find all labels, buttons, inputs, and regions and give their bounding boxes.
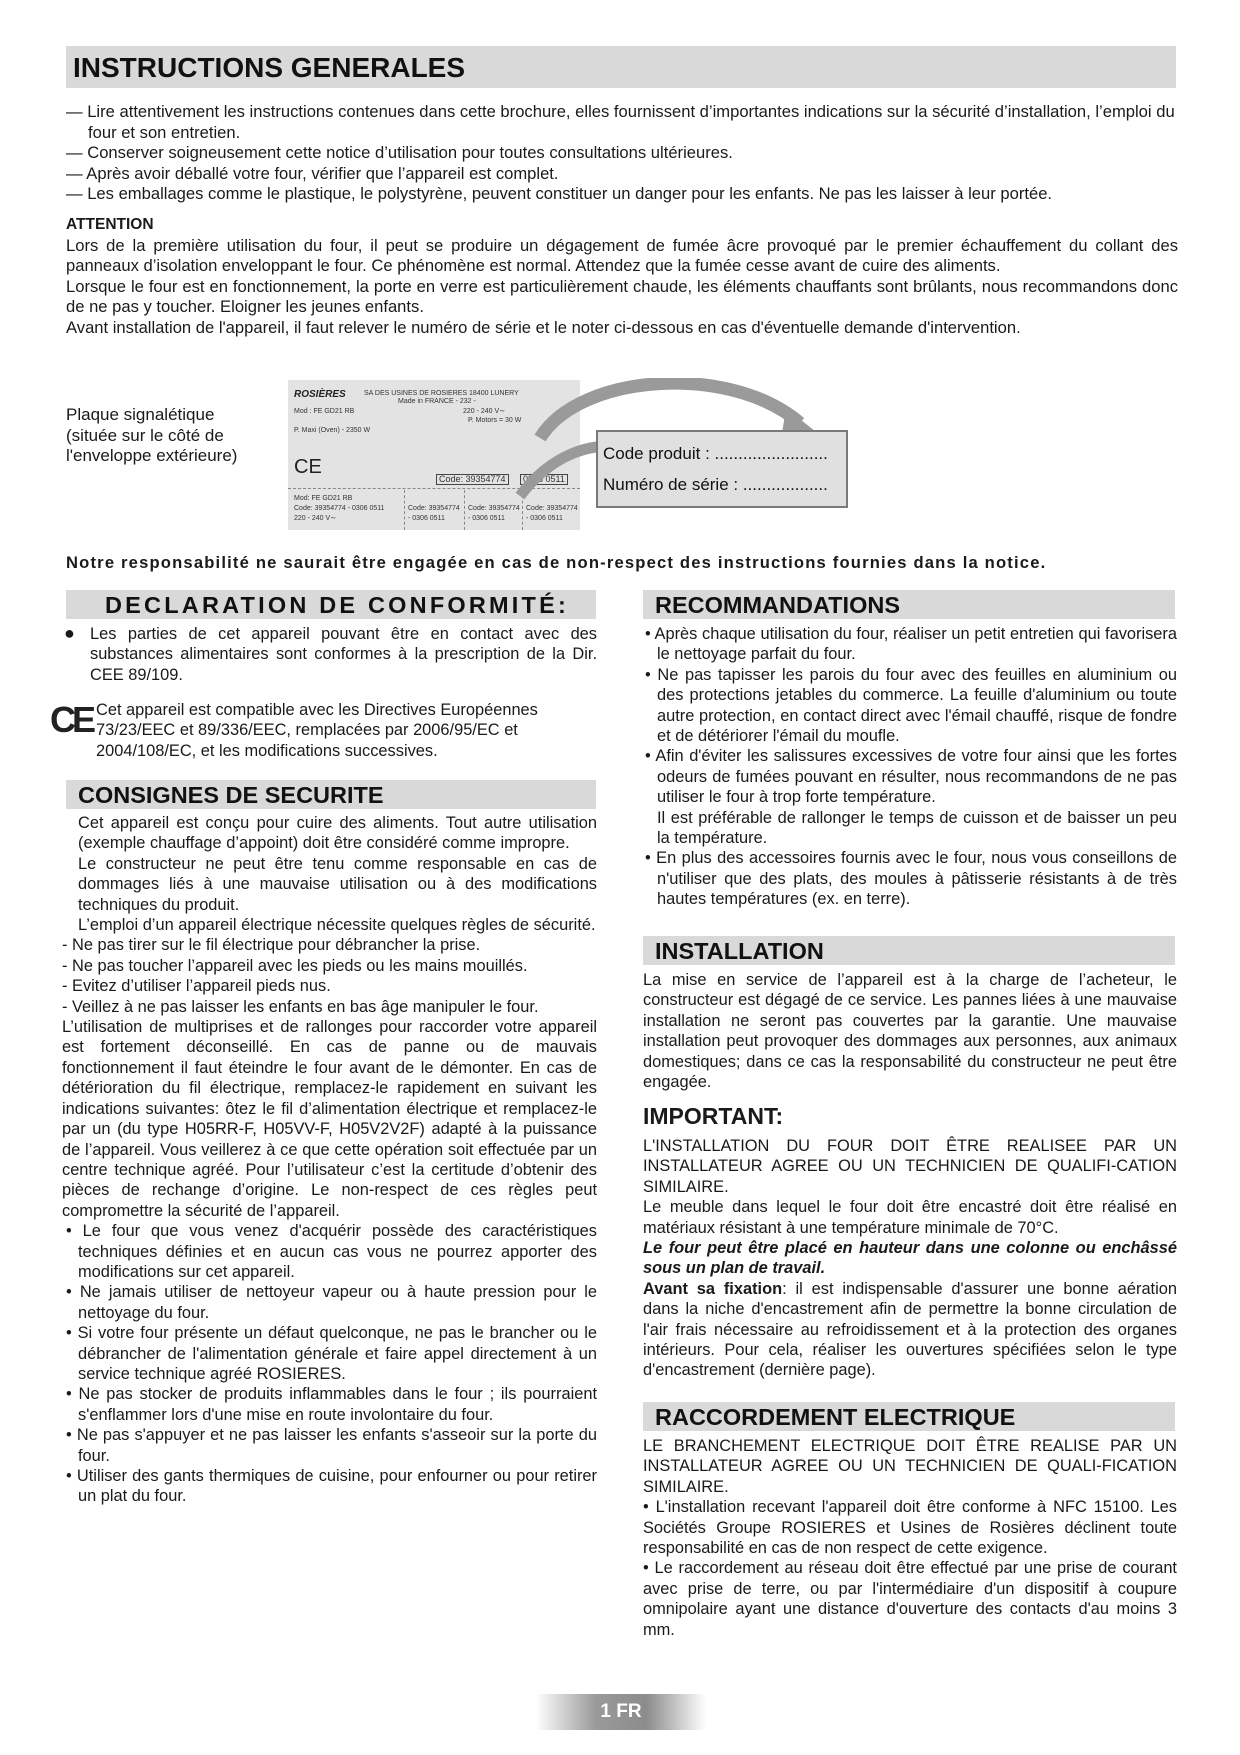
declaration-text: Les parties de cet appareil pouvant être en contact avec des substances alimentaires sont conformes à la prescription de la Dir. CEE 89/109. [90, 625, 597, 684]
page-title: INSTRUCTIONS GENERALES [66, 46, 1176, 88]
attention-paragraph: Avant installation de l'appareil, il faut relever le numéro de série et le noter ci-dessous en cas d'éventuelle demande d'intervention. [66, 317, 1021, 337]
intro-item: — Les emballages comme le plastique, le polystyrène, peuvent constituer un danger pour les enfants. Ne pas les laisser à leur portée. [66, 184, 1053, 204]
attention-paragraph: Lors de la première utilisation du four, il peut se produire un dégagement de fumée âcre provoqué par le premier échauffement du collant des panneaux d’isolation enveloppant le four. Ce phénomène est normal. Attendez que la fumée cesse avant de cuire des aliments. [66, 235, 1178, 276]
numero-serie-field: Numéro de série : .................. [603, 475, 828, 494]
plate-label-line: Plaque signalétique [66, 405, 215, 424]
raccordement-paragraph: • L'installation recevant l'appareil doit être conforme à NFC 15100. Les Sociétés Groupe ROSIERES et Usines de Rosières déclinent toute responsabilité en cas de non respect de cette exigence. [643, 1498, 1177, 1558]
plate-stub-serial: - 0306 0511 [526, 515, 563, 522]
page-number: 1 FR [600, 1701, 642, 1722]
plate-serial: 0306 0511 [520, 474, 568, 485]
important-body [643, 1136, 1177, 1381]
consignes-heading: CONSIGNES DE SECURITE [66, 780, 596, 809]
declaration-bullet [66, 624, 597, 685]
bullet-icon: ● [64, 623, 75, 643]
raccordement-paragraph: • Le raccordement au réseau doit être effectué par une prise de courant avec prise de terre, ou par l'intermédiaire d'un dispositif à coupure omnipolaire ayant une distance d'ouverture des contacts d'au moins 3 mm. [643, 1559, 1177, 1639]
plate-stub-divider [404, 490, 406, 530]
recommandation-bullet: • En plus des accessoires fournis avec le four, nous vous conseillons de n'utiliser que des plats, des moules à pâtisserie résistants à de très hautes températures (ex. en terre). [645, 849, 1177, 909]
ce-compliance [50, 700, 597, 761]
recommandation-bullet: • Afin d'éviter les salissures excessives de votre four ainsi que les fortes odeurs de fumées pouvant en résulter, nous recommandons de ne pas utiliser le four à trop forte température. [645, 747, 1177, 807]
consignes-paragraph: L’utilisation de multiprises et de rallonges pour raccorder votre appareil est fortement déconseillé. En cas de panne ou de mauvais fonctionnement il faut éteindre le four avant de le démonter. En cas de détérioration du fil électrique, remplacez-le rapidement en suivant les indications suivantes: ôtez le fil d’alimentation électrique et remplacez-le par un (du type H05RR-F, H05VV-F, H05V2V2F) adapté à la puissance de l’appareil. Vous veillerez à ce que cette opération soit effectuée par un centre technique agréé. Pour l’utilisateur c’est la certitude d’obtenir des pièces de rechange d’origine. Le non-respect de ces règles peut compromettre la sécurité de l’appareil. [62, 1018, 597, 1220]
consignes-bullet: • Le four que vous venez d'acquérir possède des caractéristiques techniques définies et en aucun cas vous ne pourrez apporter des modifications sur cet appareil. [66, 1222, 597, 1281]
plate-stub-voltage: 220 - 240 V∼ [294, 515, 337, 522]
raccordement-heading: RACCORDEMENT ELECTRIQUE [643, 1402, 1175, 1431]
plate-label-line: l'enveloppe extérieure) [66, 446, 238, 466]
installation-body [643, 970, 1177, 1092]
recommandation-bullet: • Après chaque utilisation du four, réaliser un petit entretien qui favorisera le nettoyage parfait du four. [645, 625, 1177, 664]
important-caps: L'INSTALLATION DU FOUR DOIT ÊTRE REALISEE PAR UN INSTALLATEUR AGREE OU UN TECHNICIEN DE QUALIFI-CATION SIMILAIRE. [643, 1137, 1177, 1196]
code-entry-box [596, 430, 848, 508]
declaration-heading: DECLARATION DE CONFORMITÉ: [66, 590, 596, 619]
plate-stub-model: Mod: FE GD21 RB [294, 495, 353, 502]
consignes-bullet: • Ne jamais utiliser de nettoyeur vapeur ou à haute pression pour le nettoyage du four. [66, 1283, 597, 1322]
page-number-tab [536, 1694, 706, 1730]
consignes-bullet: • Si votre four présente un défaut quelconque, ne pas le brancher ou le débrancher de l'alimentation générale et faire appel directement à un service technique agréé ROSIERES. [66, 1324, 597, 1383]
ce-mark-icon: CE [50, 699, 93, 740]
recommandations-heading: RECOMMANDATIONS [643, 590, 1175, 619]
consignes-dash-item: - Evitez d’utiliser l’appareil pieds nus. [62, 977, 331, 996]
attention-block [66, 215, 1178, 339]
important-paragraph: Le meuble dans lequel le four doit être encastré doit être réalisé en matériaux résistant à une température minimale de 70°C. [643, 1198, 1177, 1237]
fixation-label: Avant sa fixation [643, 1279, 783, 1298]
important-heading: IMPORTANT: [643, 1103, 784, 1129]
plate-stub-code: Code: 39354774 [526, 505, 578, 512]
consignes-dash-item: - Ne pas toucher l’appareil avec les pieds ou les mains mouillés. [62, 956, 528, 975]
consignes-paragraph: Le constructeur ne peut être tenu comme responsable en cas de dommages liés à une mauvaise utilisation ou à des modifications techniques du produit. [78, 854, 597, 914]
consignes-dash-item: - Veillez à ne pas laisser les enfants en bas âge manipuler le four. [62, 997, 539, 1016]
plate-stub-serial: - 0306 0511 [468, 515, 505, 522]
attention-title: ATTENTION [66, 216, 154, 233]
plate-made: Made in FRANCE - 232 - [398, 398, 476, 405]
plate-stub-divider [464, 490, 466, 530]
plate-label [66, 405, 276, 467]
consignes-paragraph: L’emploi d’un appareil électrique nécessite quelques règles de sécurité. [78, 916, 596, 935]
plate-stub-serial: - 0306 0511 [408, 515, 445, 522]
recommandations-body [641, 624, 1177, 910]
recommandation-text: Il est préférable de rallonger le temps de cuisson et de baisser un peu la température. [657, 808, 1177, 848]
intro-item: — Après avoir déballé votre four, vérifier que l’appareil est complet. [66, 163, 559, 183]
intro-item: — Conserver soigneusement cette notice d’utilisation pour toutes consultations ultérieures. [66, 143, 733, 163]
plate-company: SA DES USINES DE ROSIERES 18400 LUNERY [364, 390, 519, 397]
responsibility-note: Notre responsabilité ne saurait être engagée en cas de non-respect des instructions fournies dans la notice. [66, 553, 1047, 572]
raccordement-caps: LE BRANCHEMENT ELECTRIQUE DOIT ÊTRE REALISE PAR UN INSTALLATEUR AGREE OU UN TECHNICIEN DE QUALI-FICATION SIMILAIRE. [643, 1437, 1177, 1496]
plate-model: Mod : FE GD21 RB [294, 408, 355, 415]
installation-text: La mise en service de l’appareil est à la charge de l’acheteur, le constructeur est dégagé de ce service. Les pannes liées à une mauvaise installation ne seront pas couvertes par la garantie. Une mauvaise installation peut provoquer des dommages aux personnes, aux animaux domestiques; dans ce cas la responsabilité du constructeur ne peut être engagée. [643, 971, 1177, 1092]
consignes-paragraph: Cet appareil est conçu pour cuire des aliments. Tout autre utilisation (exemple chauffage d’appoint) doit être considéré comme impropre. [78, 814, 597, 853]
plate-ce-mark: CE [294, 456, 322, 478]
consignes-dash-item: - Ne pas tirer sur le fil électrique pour débrancher la prise. [62, 936, 481, 955]
plate-stub-code: Code: 39354774 [408, 505, 460, 512]
important-fixation [643, 1279, 1177, 1381]
recommandation-bullet: • Ne pas tapisser les parois du four avec des feuilles en aluminium ou des protections jetables du commerce. La feuille d'aluminium ou toute autre protection, en contact direct avec l'émail chauffé, risque de fondre et de détériorer l'émail du moufle. [645, 665, 1177, 746]
code-produit-field: Code produit : ........................ [603, 444, 828, 463]
consignes-bullet: • Ne pas s'appuyer et ne pas laisser les enfants s'asseoir sur la porte du four. [66, 1426, 597, 1465]
plate-voltage: 220 - 240 V∼ [463, 408, 506, 415]
plate-motors: P. Motors = 30 W [468, 417, 522, 424]
plate-code: Code: 39354774 [436, 474, 509, 485]
intro-item: — Lire attentivement les instructions contenues dans cette brochure, elles fournissent d’importantes indications sur la sécurité d’installation, l’emploi du four et son entretien. [66, 102, 1175, 142]
important-italic: Le four peut être placé en hauteur dans une colonne ou enchâssé sous un plan de travail. [643, 1239, 1177, 1278]
intro-list [66, 102, 1178, 205]
consignes-bullet: • Utiliser des gants thermiques de cuisine, pour enfourner ou pour retirer un plat du four. [66, 1467, 597, 1506]
attention-paragraph: Lorsque le four est en fonctionnement, la porte en verre est particulièrement chaude, les éléments chauffants sont brûlants, nous recommandons donc de ne pas y toucher. Eloigner les jeunes enfants. [66, 276, 1178, 317]
raccordement-body [643, 1436, 1177, 1640]
installation-heading: INSTALLATION [643, 936, 1175, 965]
ce-text: Cet appareil est compatible avec les Directives Européennes 73/23/EEC et 89/336/EEC, remplacées par 2006/95/EC et 2004/108/EC, et les modifications successives. [96, 701, 538, 760]
plate-stub-code: Code: 39354774 - 0306 0511 [294, 505, 385, 512]
consignes-bullet: • Ne pas stocker de produits inflammables dans le four ; ils pourraient s'enflammer lors d'une mise en route involontaire du four. [66, 1385, 597, 1424]
fixation-text: : il est indispensable d'assurer une bonne aération dans la niche d'encastrement afin de permettre la bonne circulation de l'air frais nécessaire au refroidissement et à la protection des organes intérieurs. Pour cela, réaliser les ouvertures spécifiées selon le type d'encastrement (dernière page). [643, 1279, 1177, 1380]
plate-label-line: (située sur le côté de [66, 425, 224, 445]
plate-stub-code: Code: 39354774 [468, 505, 520, 512]
plate-brand: ROSIÈRES [294, 389, 346, 400]
plate-pmaxi: P. Maxi (Oven) - 2350 W [294, 427, 371, 434]
consignes-body [62, 813, 597, 1507]
